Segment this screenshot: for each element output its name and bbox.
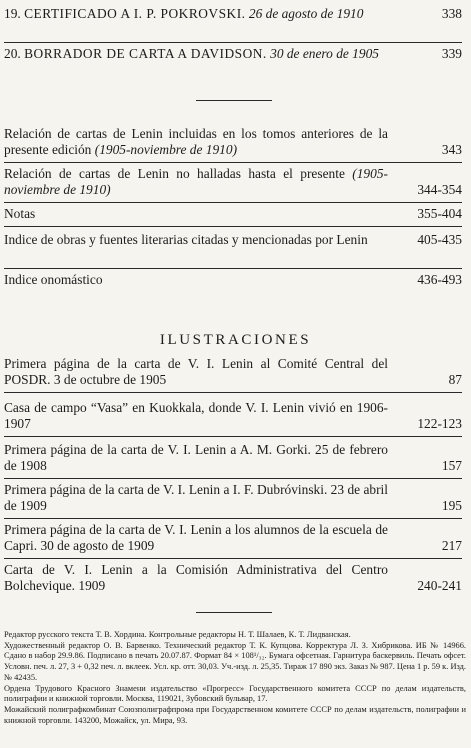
entry-number: 19. <box>4 6 21 21</box>
illustration-page: 122-123 <box>417 416 462 431</box>
imprint-line: Ордена Трудового Красного Знамени издательство «Прогресс» Государственного комитета СССР по делам издательств, полиграфии и книжной торговли. Москва, 119021, Зубовский бульвар, 17. <box>4 683 466 704</box>
entry-title: CERTIFICADO A I. P. POKROVSKI. <box>24 6 246 21</box>
illustration-entry <box>4 356 462 388</box>
entry-period: (1905-noviembre de 1910) <box>4 166 388 197</box>
entry-period: (1905-noviembre de 1910) <box>94 142 238 157</box>
entry-page: 343 <box>441 142 462 157</box>
section-separator <box>196 612 272 613</box>
entry-page: 405-435 <box>417 232 462 247</box>
toc-entry-works-index <box>4 232 462 248</box>
illustration-page: 217 <box>441 538 462 553</box>
illustration-text: Carta de V. I. Lenin a la Comisión Administrativa del Centro Bolchevique. 1909 <box>4 562 388 593</box>
illustration-entry <box>4 400 462 432</box>
illustration-entry <box>4 562 462 594</box>
toc-entry-missing-letters <box>4 166 462 198</box>
row-divider <box>4 478 462 479</box>
row-divider <box>4 392 462 393</box>
row-divider <box>4 202 462 203</box>
toc-entry-notes <box>4 206 462 222</box>
toc-entry-19 <box>4 6 462 22</box>
illustration-text: Primera página de la carta de V. I. Lenin al Comité Central del POSDR. 3 de octubre de 1905 <box>4 356 388 387</box>
entry-text: Relación de cartas de Lenin incluidas en los tomos anteriores de la presente edición <box>4 126 388 157</box>
illustration-page: 240-241 <box>417 578 462 593</box>
entry-page: 436-493 <box>417 272 462 287</box>
toc-entry-20 <box>4 46 462 62</box>
illustration-page: 157 <box>441 458 462 473</box>
entry-page: 338 <box>441 6 462 21</box>
entry-date: 30 de enero de 1905 <box>270 46 379 61</box>
publisher-imprint <box>4 630 466 726</box>
row-divider <box>4 436 462 437</box>
entry-page: 339 <box>441 46 462 61</box>
illustration-entry <box>4 522 462 554</box>
illustration-text: Primera página de la carta de V. I. Lenin a A. M. Gorki. 25 de febrero de 1908 <box>4 442 388 473</box>
imprint-line: Можайский полиграфкомбинат Союзполиграфпрома при Государственном комитете СССР по делам издательств, полиграфии и книжной торговли. 143200, Можайск, ул. Мира, 93. <box>4 704 466 725</box>
section-separator <box>196 100 272 101</box>
entry-date: 26 de agosto de 1910 <box>248 6 364 21</box>
entry-page: 355-404 <box>417 206 462 221</box>
entry-title: BORRADOR DE CARTA A DAVIDSON. <box>24 46 267 61</box>
toc-entry-name-index <box>4 272 462 288</box>
illustrations-heading: ILUSTRACIONES <box>159 332 312 348</box>
toc-entry-related-letters <box>4 126 462 158</box>
illustration-text: Casa de campo “Vasa” en Kuokkala, donde V. I. Lenin vivió en 1906-1907 <box>4 400 388 431</box>
row-divider <box>4 518 462 519</box>
entry-number: 20. <box>4 46 21 61</box>
row-divider <box>4 162 462 163</box>
entry-text: Indice de obras y fuentes literarias citadas y mencionadas por Lenin <box>4 232 368 247</box>
illustration-text: Primera página de la carta de V. I. Lenin a I. F. Dubróvinski. 23 de abril de 1909 <box>4 482 388 513</box>
illustration-entry <box>4 482 462 514</box>
row-divider <box>4 42 462 43</box>
row-divider <box>4 268 462 269</box>
entry-text: Notas <box>4 206 36 221</box>
row-divider <box>4 226 462 227</box>
illustration-page: 87 <box>448 372 462 387</box>
row-divider <box>4 558 462 559</box>
illustration-text: Primera página de la carta de V. I. Lenin a los alumnos de la escuela de Capri. 30 de agosto de 1909 <box>4 522 388 553</box>
imprint-line: Художественный редактор О. В. Барвенко. Технический редактор Т. К. Купцова. Корректура Л. З. Хибрикова. ИБ № 14966. Сдано в набор 29.9.86. Подписано в печать 20.07.87. Формат 84 × 108¹/₃₂. Бумага офсетная. Гарнитура баскервиль. Печать офсет. Условн. печ. л. 27, 3 + 0,32 печ. л. вклеек. Усл. кр. отт. 30,03. Уч.-изд. л. 25,35. Тираж 17 890 экз. Заказ № 987. Цена 1 р. 59 к. Изд. № 42435. <box>4 640 466 682</box>
entry-text: Indice onomástico <box>4 272 103 287</box>
imprint-line: Редактор русского текста Т. В. Хордина. Контрольные редакторы Н. Т. Шалаев, К. Т. Лидванская. <box>4 630 351 639</box>
illustration-page: 195 <box>441 498 462 513</box>
entry-text: Relación de cartas de Lenin no halladas hasta el presente <box>4 166 345 181</box>
illustration-entry <box>4 442 462 474</box>
entry-page: 344-354 <box>417 182 462 197</box>
